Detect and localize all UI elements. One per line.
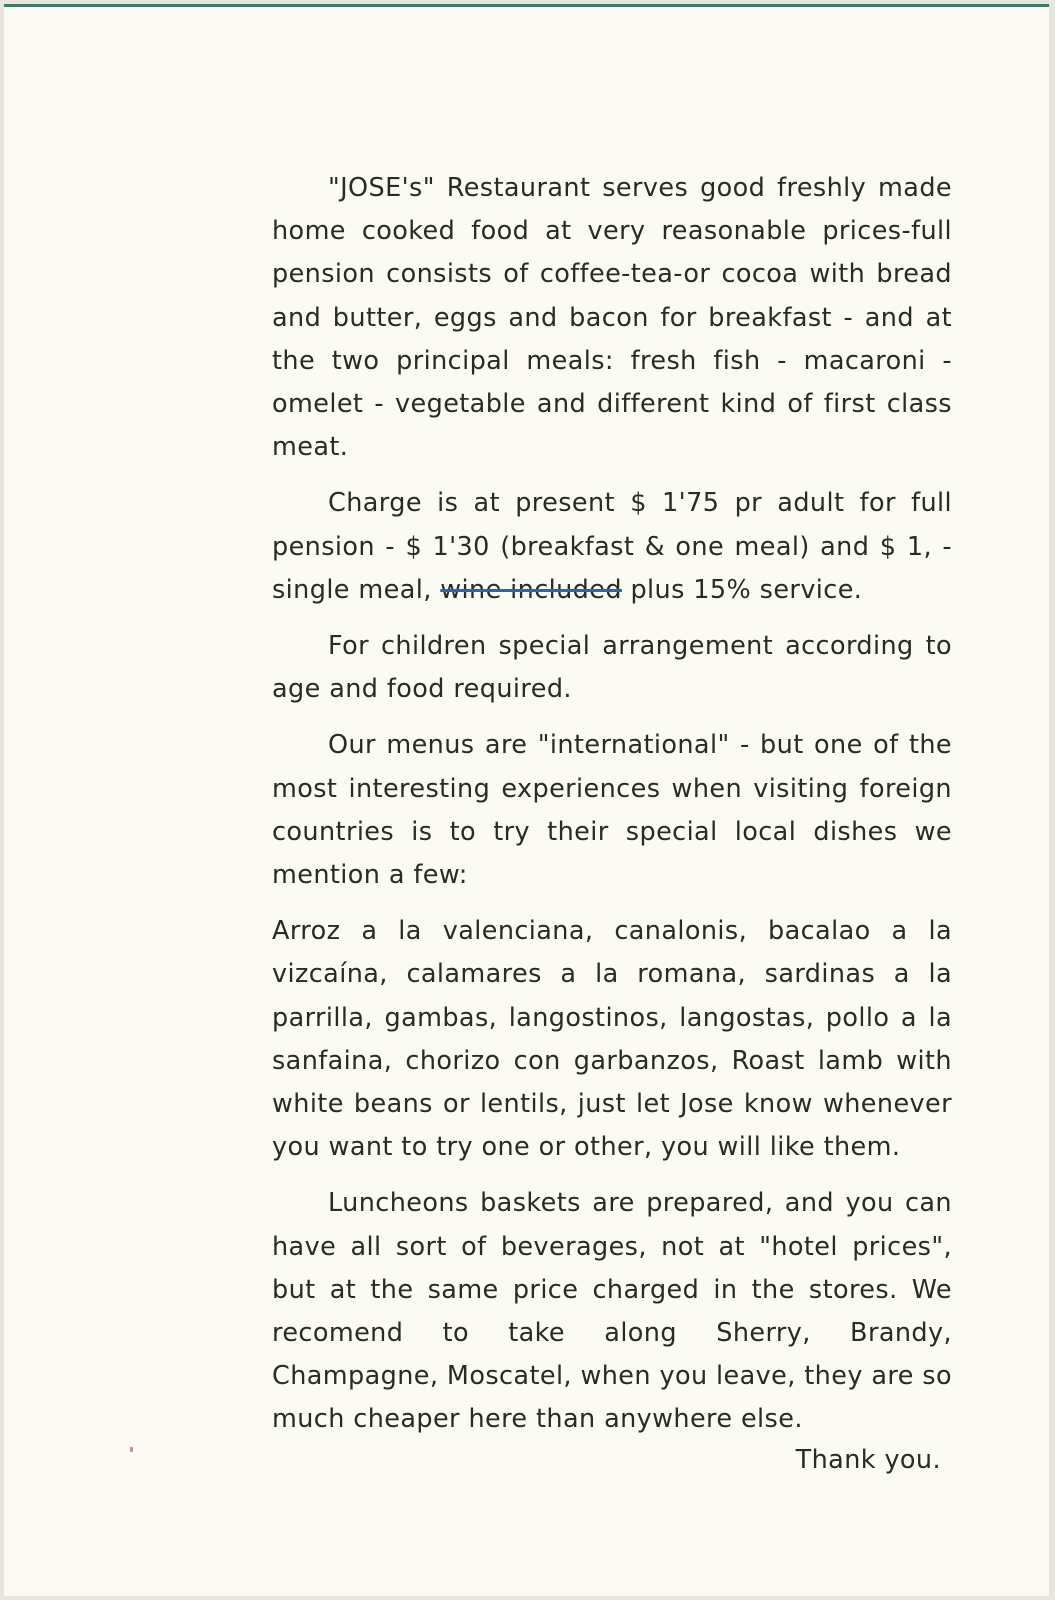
service-charge-text: plus 15% service. [630,574,863,605]
paper-speck [130,1447,133,1452]
local-dishes-paragraph: Arroz a la valenciana, canalonis, bacalao a la vizcaína, calamares a la romana, sardinas a la parrilla, gambas, langostinos, langostas, pollo a la sanfaina, chorizo con garbanzos, Roast lamb with white beans or lentils, just let Jose know whenever you want to try one or other, you will like them. [272,916,952,1163]
children-paragraph: For children special arrangement according to age and food required. [272,631,952,705]
struck-wine-included: wine included [440,574,622,605]
restaurant-description [272,167,952,1455]
beverages-paragraph: Luncheons baskets are prepared, and you can have all sort of beverages, not at "hotel prices", but at the same price charged in the stores. We recomend to take along Sherry, Brandy, Champagne, Moscatel, when you leave, they are so much cheaper here than anywhere else. [272,1188,952,1435]
pricing-text: Charge is at present $ 1'75 pr adult for full pension - $ 1'30 (breakfast & one meal) and $ 1, - single meal, [272,488,952,605]
intro-paragraph: "JOSE's" Restaurant serves good freshly made home cooked food at very reasonable prices-full pension consists of coffee-tea-or cocoa with bread and butter, eggs and bacon for breakfast - and at the two principal meals: fresh fish - macaroni - omelet - vegetable and different kind of first class meat. [272,173,952,463]
pricing-paragraph [272,482,952,612]
menu-card [4,4,1049,1596]
thank-you-signoff: Thank you. [795,1445,941,1475]
menus-paragraph: Our menus are "international" - but one of the most interesting experiences when visiting foreign countries is to try their special local dishes we mention a few: [272,730,952,891]
